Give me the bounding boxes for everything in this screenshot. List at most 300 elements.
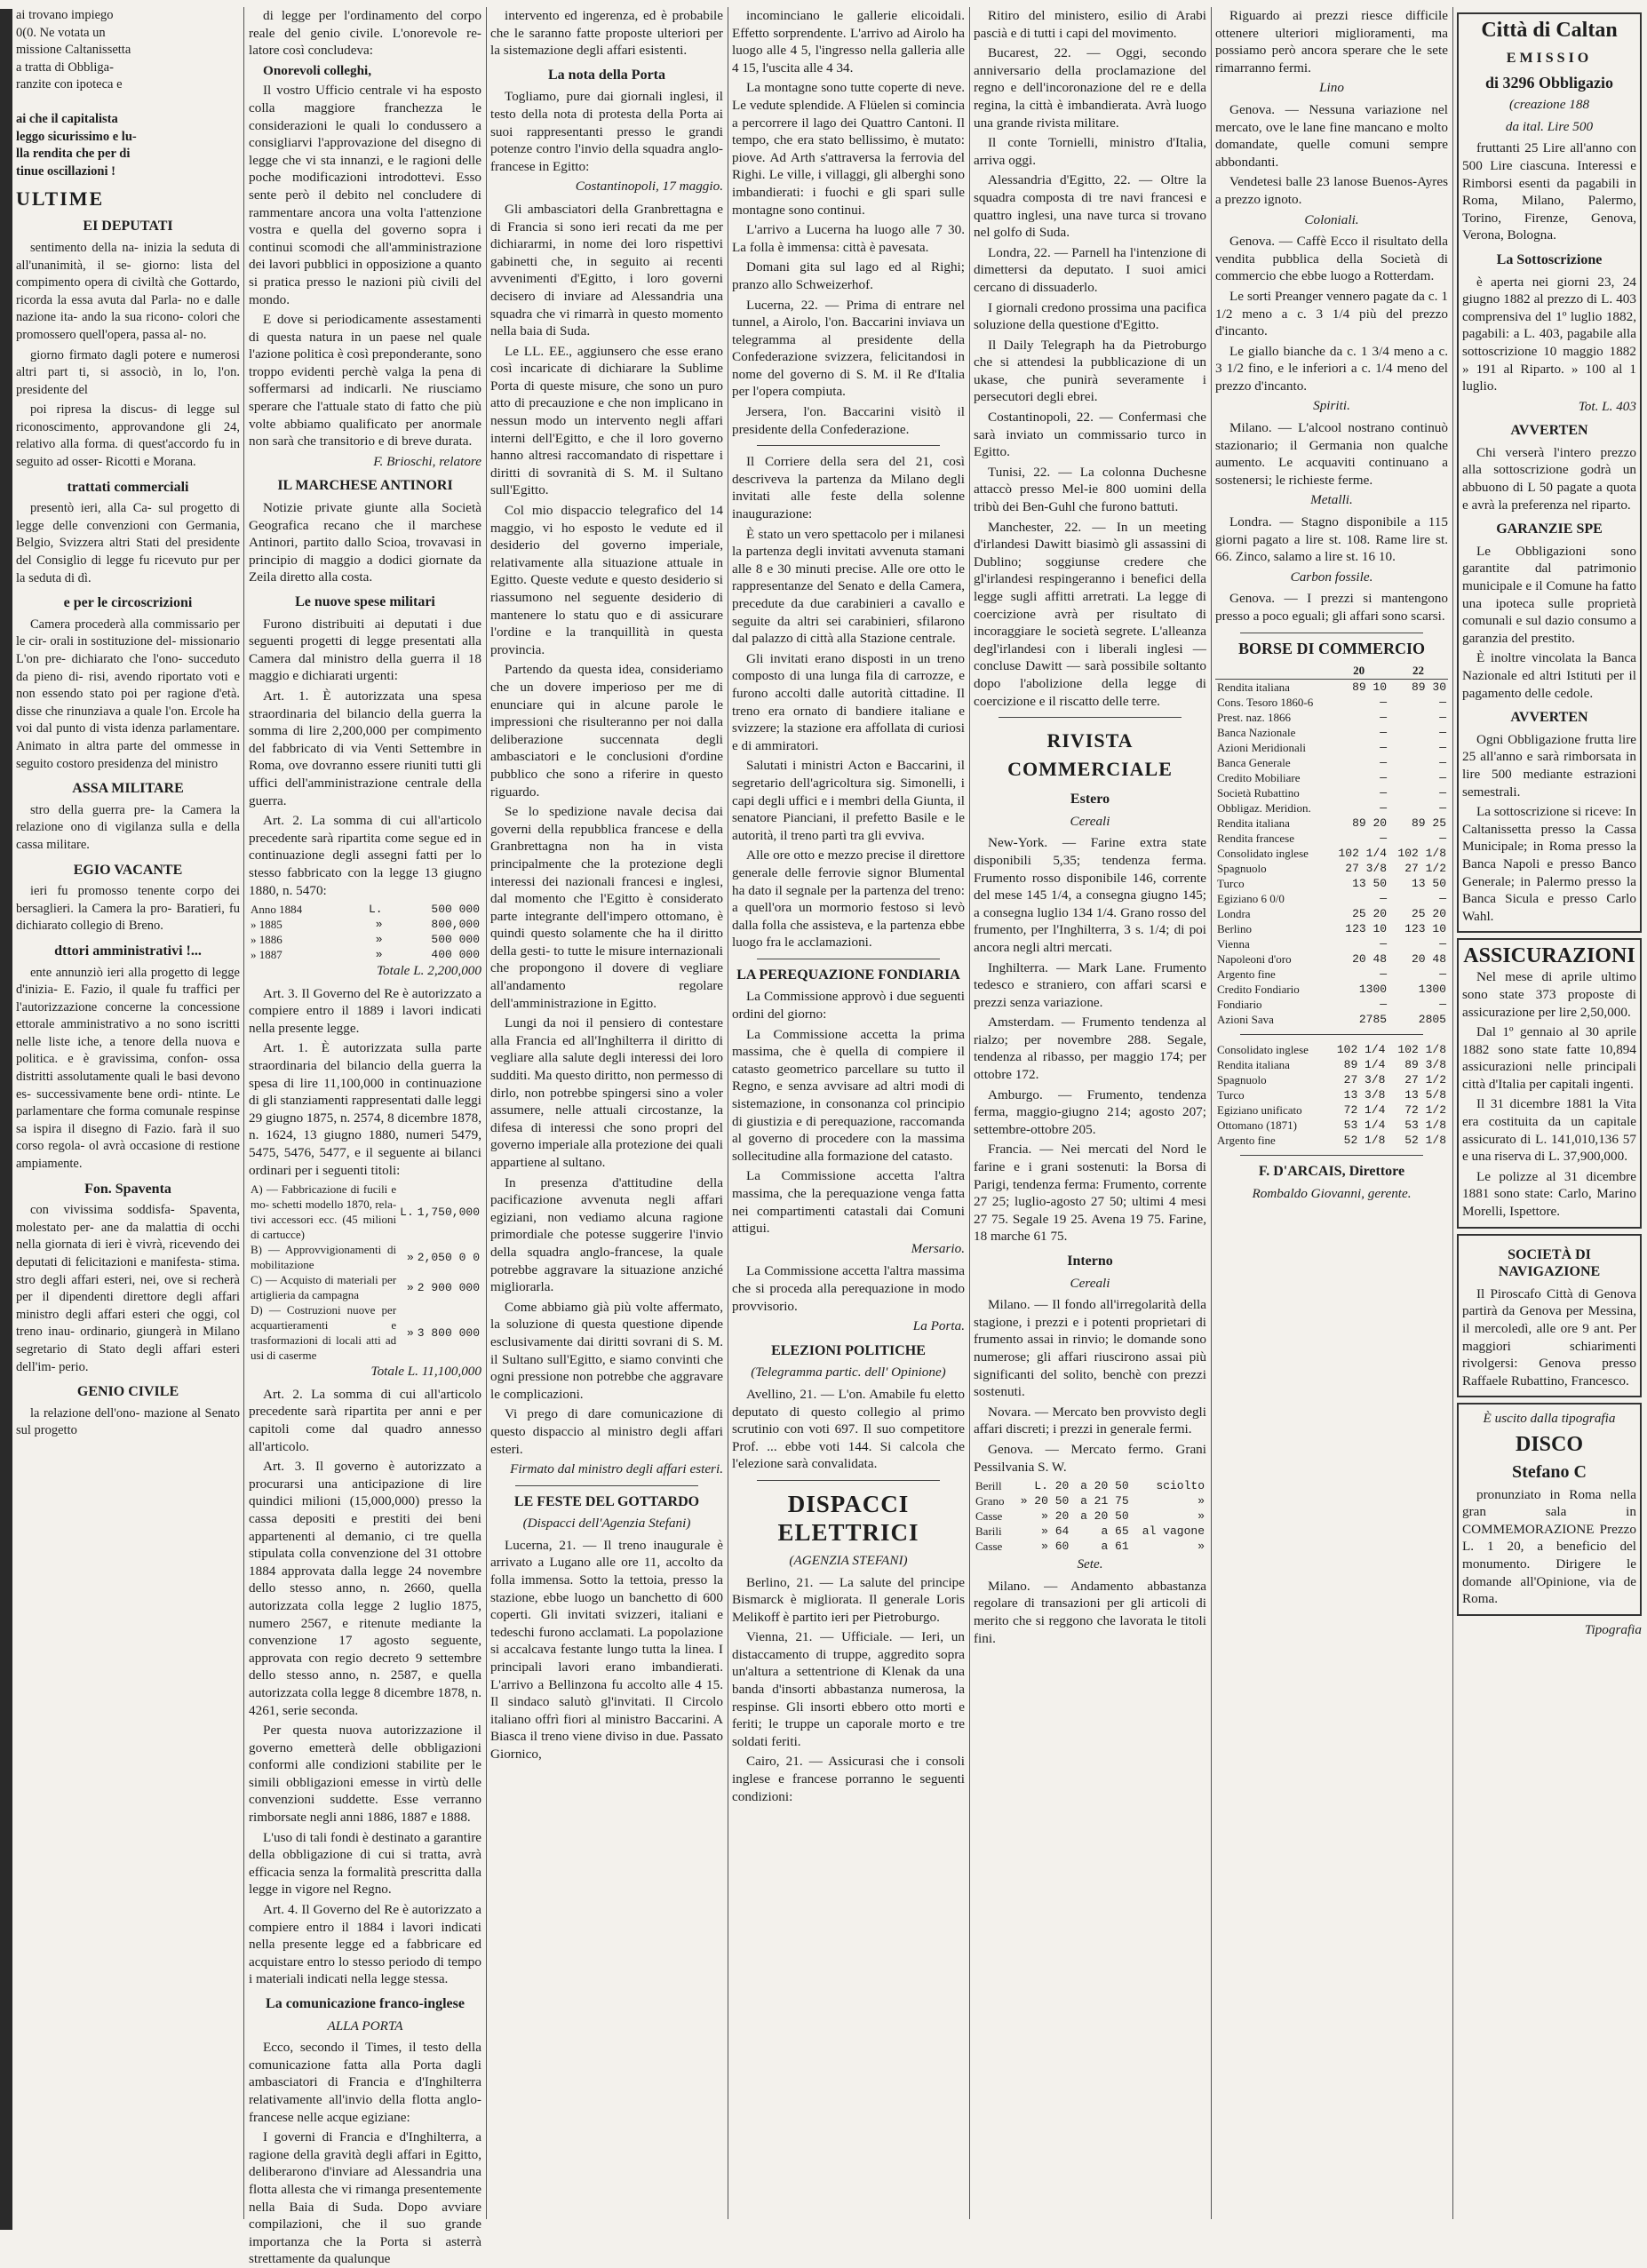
paragraph: di legge per l'ordinamento del corpo reale del genio civile. L'onorevole re- latore così concludeva: xyxy=(249,8,481,59)
paragraph: Art. 1. È autorizzata sulla parte straordinaria del bilancio della guerra la spesa di lire 11,100,000 in continuazione di gli stanziamenti rappresentati dalle leggi 29 giugno 1875, n. 2574, 8 dicembre 1878, n. 1624, 13 giugno 1880, numeri 5479, 5475, 5476, 5477, e il seguente ai bilanci ordinari per i seguenti titoli: xyxy=(249,1040,481,1178)
table-row xyxy=(1215,846,1448,861)
paragraph: Londra, 22. — Parnell ha l'intenzione di dimettersi da deputato. I suoi amici cercano di dissuaderlo. xyxy=(974,244,1206,295)
table-cell: » xyxy=(406,1250,414,1264)
paragraph: sentimento della na- inizia la seduta di all'unanimità, il se- giorno: lista del compimento opera di civiltà che Gottardo, ricorda la essa avuta dal Parla- no e dalle nazione ita- ando la sua ricono- colori che promossero quell'opera, passa al- no. xyxy=(16,240,240,342)
ad-subheading: GARANZIE SPE xyxy=(1496,521,1603,537)
table-cell: » xyxy=(1197,1494,1205,1508)
column-3 xyxy=(732,7,965,2219)
paragraph: Col mio dispaccio telegrafico del 14 maggio, vi ho esposto le vedute ed il desiderio del governo imperiale, relativamente alla situazione attuale in Egitto. Queste vedute e questo desiderio si riassumono nel seguente desiderio di mantenere lo statu quo e di assicurare l'ordine e la tranquillità in questa provincia. xyxy=(490,503,723,657)
ad-paragraph: Il 31 dicembre 1881 la Vita era costituita da un capitale assicurato di L. 141,010,136 57 e una riserva di L. 37,900,000. xyxy=(1462,1096,1636,1165)
paragraph: Novara. — Mercato ben provvisto degli affari discreti; i prezzi in generale fermi. xyxy=(974,1404,1206,1437)
table-cell: 13 3/8 xyxy=(1343,1088,1386,1102)
table-row xyxy=(1215,755,1448,770)
table-row xyxy=(1215,710,1448,725)
ad-title: SOCIETÀ DI NAVIGAZIONE xyxy=(1498,1246,1601,1280)
divider xyxy=(1240,1034,1423,1035)
paragraph: Le LL. EE., aggiunsero che esse erano così incaricate di dichiarare la Sublime Porta di queste misure, che sono un puro atto di precauzione e che non implicano in nessun modo un intervento negli affari interni dell'Egitto, e che il loro governo hanno altresi raccomandato di rispettare i diritti di sovranità di S. M. il Sultano sull'Egitto. xyxy=(490,343,723,498)
table-row xyxy=(1215,1087,1448,1102)
table-row xyxy=(249,917,481,932)
table-cell: — xyxy=(1439,998,1446,1012)
table-cell: Banca Generale xyxy=(1217,756,1291,770)
paragraph: Alessandria d'Egitto, 22. — Oltre la squadra composta di tre navi francesi e quattro inglesi, una nave turca si trovano nel golfo di Suda. xyxy=(974,172,1206,241)
table-cell: Prest. naz. 1866 xyxy=(1217,711,1292,725)
table-cell: a 20 50 xyxy=(1080,1479,1129,1493)
fragment-line xyxy=(16,94,240,111)
table-row xyxy=(249,1182,481,1242)
table-cell: Società Rubattino xyxy=(1217,786,1300,800)
ad-subheading: La Sottoscrizione xyxy=(1496,251,1603,267)
table-cell: 13 50 xyxy=(1411,877,1446,891)
table-row xyxy=(1215,921,1448,936)
paragraph: Togliamo, pure dai giornali inglesi, il testo della nota di protesta della Porta ai suoi rappresentanti presso le grandi potenze contro l'invio della squadra anglo-francese in Egitto: xyxy=(490,89,723,174)
binding-edge xyxy=(0,9,12,2230)
paragraph: Camera procederà alla commissario per le cir- orali in sostituzione del- missionario L'on pre- dichiarato che l'ono- succeduto da pieno di- risi, avendo riportato voti e non essendo stato poi per ragione d'età. disse che rinunziava a quale l'on. Ercole ha voi dal punto di vista idenza parlamentare. Animato in altra parte del ommesse in seguito costoro presidenza del ministro xyxy=(16,617,240,771)
article-subheading: ALLA PORTA xyxy=(327,2017,403,2033)
paragraph: Lucerna, 22. — Prima di entrare nel tunnel, a Airolo, l'on. Baccarini inviava un telegramma al presidente della Confederazione svizzera, felicitandosi in nome del governo di S. M. il Re d'Italia per l'opera compiuta. xyxy=(732,297,965,400)
paragraph: Furono distribuiti ai deputati i due seguenti progetti di legge presentati alla Camera dal ministro della guerra il 18 maggio e dichiarati urgenti: xyxy=(249,616,481,684)
ad-title: DISCO xyxy=(1515,1432,1584,1456)
article-subheading: (Dispacci dell'Agenzia Stefani) xyxy=(522,1516,691,1532)
ad-line: (creazione 188 xyxy=(1508,97,1590,113)
table-cell: — xyxy=(1380,967,1388,982)
paragraph: New-York. — Farine extra state disponibili 5,35; tendenza ferma. Frumento rosso disponibile 146, corrente del mese 145 1/4, a consegna giugno 145; a consegna luglio 134 1/4. Grano rosso del frumento, per l'Inghilterra, 3 s. 1/4; di poi ancora negli altri mercati. xyxy=(974,835,1206,955)
paragraph: Jersera, l'on. Baccarini visitò il presidente della Confederazione. xyxy=(732,404,965,437)
section-heading-dispacci: DISPACCI ELETTRICI xyxy=(777,1490,919,1546)
table-cell: al vagone xyxy=(1142,1524,1205,1539)
paragraph: I giornali credono prossima una pacifica soluzione della questione d'Egitto. xyxy=(974,299,1206,333)
table-cell: Rendita italiana xyxy=(1217,1058,1290,1072)
column-rule xyxy=(243,7,244,2219)
signature: F. Brioschi, relatore xyxy=(373,453,481,469)
table-cell: — xyxy=(1380,756,1388,770)
paragraph: ente annunziò ieri alla progetto di legge d'inizia- E. Fazio, il quale fu traffici per l'autorizzazione concerne la concessione ettorale amministrativo a no sono iscritti nelle liste iche, a tenore della nuova e politica. e è gravissima, confon- ossa distritti assolutamente quali le basi devono es- successivamente bene ordi- ntinte. Le parlamentare che forma comunale respinse sa ispira il disegno di Fazio. farà il suo corso regola- ol avrà occasione di restione ampiamente. xyxy=(16,965,240,1172)
paragraph: Art. 3. Il Governo del Re è autorizzato a compiere entro il 1889 i lavori indicati nella presente legge. xyxy=(249,985,481,1036)
table-cell: Casse xyxy=(975,1540,1003,1554)
subheading-interno: Interno xyxy=(1067,1253,1113,1269)
table-cell: 27 1/2 xyxy=(1404,862,1446,876)
paragraph: incominciano le gallerie elicoidali. Effetto sorprendente. L'arrivo ad Airolo ha luogo alle 4 5, l'ingresso nella galleria alle 4 15, l'uscita alle 4 34. xyxy=(732,8,965,76)
paragraph: giorno firmato dagli potere e numerosi altri part ti, si associò, in lo, l'on. presidente del xyxy=(16,347,240,397)
ad-paragraph: Le polizze al 31 dicembre 1881 sono state: Carlo, Marino Morelli, Ispettore. xyxy=(1462,1168,1636,1220)
table-cell: 52 1/8 xyxy=(1404,1134,1446,1148)
table-cell: 102 1/4 xyxy=(1338,847,1388,861)
ad-paragraph: Le Obbligazioni sono garantite dal patrimonio municipale e il Comune ha fatto una ipoteca sulle proprietà comunali e sul dazio consumo a garanzia del prestito. xyxy=(1462,543,1636,646)
ad-subheading: AVVERTEN xyxy=(1510,423,1588,439)
fragment-line: a tratta di Obbliga- xyxy=(16,60,114,75)
paragraph: La Commissione accetta la prima massima, che è quella di compiere il catasto geometrico parcellare su tutto il Regno, e senza avvisare ad altri modi di sistemazione, in consonanza col principio di giustizia e di perequazione, raccomanda al governo di procedere con la massima sollecitudine alla formazione del catasto. xyxy=(732,1026,965,1164)
paragraph: Costantinopoli, 22. — Confermasi che sarà inviato un commissario turco in Egitto. xyxy=(974,410,1206,460)
divider xyxy=(757,1480,940,1481)
table-cell: — xyxy=(1380,696,1388,710)
genova-price-table xyxy=(974,1478,1206,1554)
table-cell: — xyxy=(1439,801,1446,816)
ad-assicurazioni xyxy=(1457,938,1642,1228)
table-row xyxy=(974,1478,1206,1493)
subheading-trattati: trattati commerciali xyxy=(67,479,189,495)
paragraph: poi ripresa la discus- di legge sul riconoscimento, approvandone gli 24, relativo alla forma. di quest'accordo fu in seguito ad osser- Ricotti e Morana. xyxy=(16,402,240,470)
table-row xyxy=(1215,695,1448,710)
subheading-cereali: Cereali xyxy=(1070,1275,1110,1291)
table-header-row xyxy=(1215,662,1448,680)
paragraph: con vivissima soddisfa- Spaventa, molestato per- ane da malattia di occhi nella giornata di ieri è vivrà, ricevendo dei deputati di felicitazioni e manifesta- stima. stro degli affari esteri, nei, ove si recherà per il dipendenti direttore degli affari ministro degli affari esteri che oggi, col treno inau- ordinario, giungerà in Milano segretario di Stato degli affari esteri dell'im- perio. xyxy=(16,1203,240,1374)
table-cell: » 1885 xyxy=(251,918,282,932)
table-row xyxy=(1215,1102,1448,1118)
table-cell: Spagnuolo xyxy=(1217,1073,1267,1087)
table-cell: » xyxy=(375,918,383,932)
table-cell: » 1887 xyxy=(251,948,282,962)
table-row xyxy=(1215,770,1448,785)
paragraph: Le giallo bianche da c. 1 3/4 meno a c. 3 1/2 fino, e le inferiori a c. 1/4 meno del prezzo d'incanto. xyxy=(1215,343,1448,394)
table-row xyxy=(974,1539,1206,1554)
paragraph: Lungi da noi il pensiero di contestare alla Francia ed all'Inghilterra il diritto di vegliare alla salute degli interessi dei loro sudditi. Ma questo diritto, non permesso di dirlo, non potrebbe spingersi sino a voler assumere, nelle attuali circostanze, la difesa di interessi che sono propri del governo imperiale alla protezione dei quali appartiene al sultano. xyxy=(490,1015,723,1170)
paragraph: Art. 2. La somma di cui all'articolo precedente sarà ripartita come segue ed in continuazione degli assegni fatti per lo stesso fabbricato con la legge 13 giugno 1880, n. 5470: xyxy=(249,813,481,898)
paragraph: E dove si periodicamente assestamenti di questa natura in un paese nel quale l'azione politica è così preponderante, sono troppo evidenti perchè valga la pena di soffermarsi ad indicarli. Ne riusciamo sperare che l'attuale stato di fatto che più volte abbiamo qualificato per anormale non sarà che transitorio e di breve durata. xyxy=(249,312,481,450)
paragraph: Il Daily Telegraph ha da Pietroburgo che si attendesi la pubblicazione di un ukase, che punirà severamente i persecutori degli ebrei. xyxy=(974,337,1206,405)
subheading-sete: Sete. xyxy=(1077,1556,1103,1572)
table-cell: Vienna xyxy=(1217,937,1250,951)
ad-emission: EMISSIO xyxy=(1506,51,1593,66)
table-cell: — xyxy=(1380,937,1388,951)
table-cell: 400 000 xyxy=(431,948,480,962)
table-cell: Ottomano (1871) xyxy=(1217,1118,1297,1133)
budget-table-b xyxy=(249,1182,481,1363)
ad-disco xyxy=(1457,1403,1642,1615)
subheading-spiriti: Spiriti. xyxy=(1313,398,1350,414)
table-cell: 2785 xyxy=(1358,1013,1388,1027)
table-row xyxy=(249,932,481,947)
table-cell: Consolidato inglese xyxy=(1217,1043,1309,1057)
paragraph: Art. 4. Il Governo del Re è autorizzato a compiere entro il 1884 i lavori indicati nella presente legge ed a fabbricare ed acquistare entro lo stesso periodo di tempo i materiali indicati nella legge stessa. xyxy=(249,1902,481,1987)
paragraph: Milano. — Il fondo all'irregolarità della stagione, i prezzi e i potenti proprietari di frumento assai in rinvio; le domande sono numerose; gli affari riuscirono assai più significanti del solito, benchè con prezzi sostenuti. xyxy=(974,1297,1206,1400)
paragraph: Notizie private giunte alla Società Geografica recano che il marchese Antinori, partito dallo Scioa, trovavasi in principio di maggio a dodici giornate da Zeila diretto alla costa. xyxy=(249,500,481,585)
table-cell: a 65 xyxy=(1101,1524,1129,1539)
fragment-line: ai trovano impiego xyxy=(16,8,114,22)
paragraph: L'arrivo a Lucerna ha luogo alle 7 30. La folla è immensa: città è pavesata. xyxy=(732,222,965,255)
table-total: Totale L. 11,100,000 xyxy=(370,1364,481,1380)
table-cell: 89 20 xyxy=(1352,816,1388,831)
table-cell: — xyxy=(1380,998,1388,1012)
stock-exchange-table xyxy=(1215,662,1448,1027)
table-cell: Argento fine xyxy=(1217,967,1276,982)
paragraph: Francia. — Nei mercati del Nord le farine e i grani sostenuti: la Borsa di Parigi, tendenza ferma: Frumento, corrente 27 25; luglio-agosto 27 50; ultimi 4 mesi 27 75. Segale 19 25. Avena 19 75. Farine, 18 marche 61 75. xyxy=(974,1142,1206,1245)
table-cell: L. 20 xyxy=(1034,1479,1070,1493)
table-row xyxy=(1215,800,1448,816)
article-heading-feste: LE FESTE DEL GOTTARDO xyxy=(513,1493,700,1509)
paragraph: Per questa nuova autorizzazione il governo emetterà delle obbligazioni conformi alle condizioni stabilite per le simili obbligazioni emesse in virtù delle convenzioni suddette. Esse verranno rimborsate negli anni 1886, 1887 e 1888. xyxy=(249,1723,481,1826)
table-cell: L. xyxy=(368,903,383,917)
table-row xyxy=(249,1272,481,1302)
ad-paragraph: Ogni Obbligazione frutta lire 25 all'anno e sarà rimborsata in lire 500 mediante estrazioni semestrali. xyxy=(1462,731,1636,800)
paragraph: Art. 3. Il governo è autorizzato a procurarsi una anticipazione di lire quindici milioni (15,000,000) presso la cassa depositi e prestiti dei beni appartenenti al demanio, ci tre quella stipulata colla convenzione del 31 ottobre 1884 approvata dalla legge 24 novembre dello stesso anno, n. 2660, quella autorizzata colla legge 2 luglio 1875, numero 2567, e ritenute mediante la convenzione 17 agosto seguente, approvata con regio decreto 9 settembre dello stesso anno, n. 2587, e quella autorizzata colla legge 8 dicembre 1878, n. 4261, serie seconda. xyxy=(249,1459,481,1718)
table-cell: — xyxy=(1439,967,1446,982)
ad-line: È uscito dalla tipografia xyxy=(1483,1411,1616,1427)
table-cell: C) — Acquisto di materiali per artiglieria da campagna xyxy=(251,1273,397,1302)
table-row xyxy=(974,1524,1206,1539)
table-cell: 27 1/2 xyxy=(1404,1073,1446,1087)
column-5 xyxy=(1215,7,1448,2219)
column-2 xyxy=(490,7,723,2219)
paragraph: Se lo spedizione navale decisa dai governi della repubblica francese e della Granbrettagna non ha in vista principalmente che la protezione degli interessi dei nazionali francesi e inglesi, dal momento che l'Egitto è considerato parte integrante dell'impero ottomano, è quindi questo solamente che ha il diritto della gesti- to tutte le misure internazionali che propongono il dovere di vegliare all'andamento regolare dell'amministrazione in Egitto. xyxy=(490,804,723,1011)
subheading-metalli: Metalli. xyxy=(1310,492,1353,508)
table-cell: 13 50 xyxy=(1352,877,1388,891)
table-cell: » 20 xyxy=(1041,1509,1070,1524)
paragraph: Ritiro del ministero, esilio di Arabi pascià e di tutti i capi del movimento. xyxy=(974,8,1206,41)
budget-table-a xyxy=(249,902,481,962)
table-cell: 2 900 000 xyxy=(417,1280,480,1294)
table-cell: — xyxy=(1439,937,1446,951)
table-cell: Credito Mobiliare xyxy=(1217,771,1301,785)
table-cell: — xyxy=(1380,786,1388,800)
paragraph: Onorevoli colleghi, xyxy=(263,62,372,78)
table-cell: 89 3/8 xyxy=(1404,1058,1446,1072)
table-row xyxy=(249,1242,481,1272)
paragraph: Milano. — L'alcool nostrano continuò stazionario; il Germania non qualche aumento. Le acquaviti continuano a sostenersi; le richieste ferme. xyxy=(1215,420,1448,488)
paragraph: Avellino, 21. — L'on. Amabile fu eletto deputato di questo collegio al primo scrutinio con voti 697. Il suo competitore Prof. ... ebbe voti 144. Si calcola che l'elezione sarà convalidata. xyxy=(732,1386,965,1472)
column-rule xyxy=(1211,7,1212,2219)
table-header-cell: 20 xyxy=(1329,662,1388,680)
table-cell: a 20 50 xyxy=(1080,1509,1129,1524)
table-row xyxy=(1215,816,1448,831)
table-cell: » 60 xyxy=(1041,1540,1070,1554)
ad-navigazione xyxy=(1457,1234,1642,1398)
ad-paragraph: È inoltre vincolata la Banca Nazionale ed altri Istituti per il pagamento delle cedole. xyxy=(1462,650,1636,701)
table-cell: Fondiario xyxy=(1217,998,1262,1012)
table-row xyxy=(1215,785,1448,800)
divider xyxy=(999,717,1182,718)
fragment-line: leggo sicurissimo e lu- xyxy=(16,129,137,144)
paragraph: Il conte Tornielli, ministro d'Italia, arriva oggi. xyxy=(974,135,1206,168)
table-row xyxy=(1215,861,1448,876)
table-cell: Spagnuolo xyxy=(1217,862,1267,876)
table-cell: 123 10 xyxy=(1404,922,1446,936)
table-cell: — xyxy=(1439,696,1446,710)
subheading-estero: Estero xyxy=(1070,792,1110,808)
table-cell: Cons. Tesoro 1860-6 xyxy=(1217,696,1314,710)
paragraph: intervento ed ingerenza, ed è probabile che le saranno fatte proposte ulteriori per la sistemazione degli affari esistenti. xyxy=(490,8,723,59)
table-cell: Rendita italiana xyxy=(1217,680,1290,695)
subheading-amministrativi: dttori amministrativi !... xyxy=(54,943,202,959)
paragraph: La Commissione accetta l'altra massima, che la perequazione venga fatta nei compartimenti catastali dai Comuni attigui. xyxy=(732,1168,965,1237)
ad-paragraph: pronunziato in Roma nella gran sala in COMMEMORAZIONE Prezzo L. 1 20, a beneficio del monumento. Dirigere le domande all'Opinione, via de Roma. xyxy=(1462,1486,1636,1607)
ad-title: Città di Caltan xyxy=(1481,19,1618,42)
paragraph: La Commissione approvò i due seguenti ordini del giorno: xyxy=(732,989,965,1023)
fragment-line: tinue oscillazioni ! xyxy=(16,163,115,179)
table-cell: A) — Fabbricazione di fucili e mo- schetti modello 1870, rela- tivi accessori ecc. (45 milioni di cartucce) xyxy=(251,1182,397,1242)
table-cell: 102 1/4 xyxy=(1336,1043,1386,1057)
table-cell: — xyxy=(1380,741,1388,755)
subheading-militare: ASSA MILITARE xyxy=(72,781,184,797)
table-cell: Casse xyxy=(975,1509,1003,1524)
table-row xyxy=(1215,906,1448,921)
paragraph: Vi prego di dare comunicazione di questo dispaccio al ministro degli affari esteri. xyxy=(490,1406,723,1457)
fragment-line: missione Caltanissetta xyxy=(16,43,131,58)
table-cell: 89 10 xyxy=(1352,680,1388,695)
column-top-fragment xyxy=(16,7,240,180)
table-cell: L. xyxy=(400,1205,414,1219)
section-subheading: (AGENZIA STEFANI) xyxy=(789,1552,908,1568)
section-heading-ultime: ULTIME xyxy=(16,187,105,211)
article-heading-antinori: IL MARCHESE ANTINORI xyxy=(277,478,453,494)
paragraph: Ecco, secondo il Times, il testo della comunicazione fatta alla Porta dagli ambasciatori di Francia e d'Inghilterra relativamente all'invio della flotta anglo-francese nelle acque egiziane: xyxy=(249,2040,481,2125)
paragraph: ieri fu promosso tenente corpo dei bersaglieri. la Camera la pro- Baratieri, fu dichiarato collegio di Breno. xyxy=(16,884,240,934)
paragraph: Inghilterra. — Mark Lane. Frumento tedesco e straniero, con affari scarsi e prezzi senza variazione. xyxy=(974,959,1206,1010)
table-row xyxy=(1215,1072,1448,1087)
table-cell: — xyxy=(1380,801,1388,816)
table-cell: Berill xyxy=(975,1479,1002,1493)
table-cell: Napoleoni d'oro xyxy=(1217,952,1292,967)
paragraph: Londra. — Stagno disponibile a 115 giorni pagato a lire st. 108. Rame lire st. 66. Zinco, salamo a lire st. 16 10. xyxy=(1215,514,1448,565)
ad-title: ASSICURAZIONI xyxy=(1463,944,1635,968)
table-row xyxy=(1215,951,1448,967)
paragraph: Genova. — Nessuna variazione nel mercato, ove le lane fine mancano e molto domandate, quelle comuni sempre abbondanti. xyxy=(1215,101,1448,170)
paragraph: Riguardo ai prezzi riesce difficile ottenere ulteriori miglioramenti, ma possiamo però ancora sperare che le sete rimarranno fermi. xyxy=(1215,8,1448,76)
paragraph: Il Corriere della sera del 21, così descriveva la partenza da Milano degli invitati alle feste della solenne inaugurazione: xyxy=(732,454,965,522)
paragraph: Vendetesi balle 23 lanose Buenos-Ayres a prezzo ignoto. xyxy=(1215,174,1448,207)
table-row xyxy=(1215,891,1448,906)
table-row xyxy=(1215,982,1448,997)
table-cell: — xyxy=(1439,726,1446,740)
table-row xyxy=(1215,997,1448,1012)
table-row xyxy=(1215,831,1448,846)
paragraph: Amsterdam. — Frumento tendenza al rialzo; per novembre 288. Segale, tendenza al ribasso, per maggio 174; per ottobre 172. xyxy=(974,1015,1206,1083)
dateline: Costantinopoli, 17 maggio. xyxy=(575,179,723,195)
table-cell: 1,750,000 xyxy=(417,1205,480,1219)
table-cell: Londra xyxy=(1217,907,1251,921)
paragraph: Genova. — I prezzi si mantengono presso a poco eguali; gli affari sono scarsi. xyxy=(1215,591,1448,624)
column-rule xyxy=(969,7,970,2219)
paragraph: Genova. — Mercato fermo. Grani Pessilvania S. W. xyxy=(974,1441,1206,1475)
column-1 xyxy=(249,7,481,2267)
table-cell: — xyxy=(1439,832,1446,846)
table-cell: Egiziano unificato xyxy=(1217,1103,1302,1118)
section-heading-borse: BORSE DI COMMERCIO xyxy=(1237,639,1425,657)
table-row xyxy=(1215,1042,1448,1057)
table-cell: 2,050 0 0 xyxy=(417,1250,480,1264)
column-left-cropped xyxy=(16,7,240,2219)
table-cell: » xyxy=(406,1325,414,1340)
table-header-cell xyxy=(1215,662,1329,680)
column-4 xyxy=(974,7,1206,2219)
paragraph: Partendo da questa idea, consideriamo che un dovere imperioso per me di enunciare qui in alcune parole le impressioni che risulteranno per noi dalla deliberazione succennata degli ambasciatori e le conclusioni d'ordine pubblico che sono a riferire in questo riguardo. xyxy=(490,662,723,800)
table-cell: 500 000 xyxy=(431,933,480,947)
subheading-deputati: EI DEPUTATI xyxy=(83,219,173,235)
ad-paragraph: è aperta nei giorni 23, 24 giugno 1882 al prezzo di L. 403 comprensiva del 1º luglio 1882, pagabili: a L. 403, pagabile alla sottoscrizione 10 maggio 1882 » 191 al Riparto. » 100 al 1 luglio. xyxy=(1462,274,1636,394)
paragraph: La montagne sono tutte coperte di neve. Le vedute splendide. A Flüelen si comincia a percorrere il lago dei Quattro Cantoni. Il tempo, che era stato bellissimo, è mutato: piove. Ad Arth s'attraversa la ferrovia del Righi. Le ville, i villaggi, gli alberghi sono imbandierati: i fuochi e gli spari sulle montagne sono continui. xyxy=(732,80,965,218)
table-cell: — xyxy=(1439,756,1446,770)
table-cell: 500 000 xyxy=(431,903,480,917)
ad-paragraph: Chi verserà l'intero prezzo alla sottoscrizione godrà un abbuono di L 50 pagate a quota e avrà la preferenza nel riparto. xyxy=(1462,444,1636,513)
ad-paragraph: Il Piroscafo Città di Genova partirà da Genova per Messina, il mercoledì, alle ore 9 ant. Per maggiori schiarimenti rivolgersi: Genova presso Raffaele Rubattino, Francesco. xyxy=(1462,1285,1636,1389)
table-cell: 102 1/8 xyxy=(1397,847,1446,861)
table-row xyxy=(1215,1118,1448,1133)
ad-line: di 3296 Obbligazio xyxy=(1484,73,1614,92)
table-cell: 89 1/4 xyxy=(1343,1058,1386,1072)
table-cell: — xyxy=(1439,771,1446,785)
table-cell: » xyxy=(406,1280,414,1294)
fragment-line: 0(0. Ne votata un xyxy=(16,25,106,40)
table-row xyxy=(974,1493,1206,1508)
divider xyxy=(515,1485,698,1486)
paragraph: la relazione dell'ono- mazione al Senato sul progetto xyxy=(16,1405,240,1438)
subheading-circoscrizioni: e per le circoscrizioni xyxy=(63,595,193,611)
paragraph: Milano. — Andamento abbastanza regolare di transazioni per gli articoli di merito che si reggono che lavorata le titoli fini. xyxy=(974,1578,1206,1646)
paragraph: Gli invitati erano disposti in un treno composto di una lunga fila di carrozze, e furono accolti dalle autorità cittadine. Il treno era ornato di bandiere italiane e svizzere; la stazione era affollata di curiosi e di ammiratori. xyxy=(732,650,965,753)
table-cell: Azioni Meridionali xyxy=(1217,741,1307,755)
paragraph: Art. 2. La somma di cui all'articolo precedente sarà ripartita per anni e per capitoli come dal quadro annesso all'articolo. xyxy=(249,1386,481,1454)
paragraph: La Commissione accetta l'altra massima che si proceda alla perequazione in modo provvisorio. xyxy=(732,1263,965,1314)
table-cell: » xyxy=(375,948,383,962)
table-row xyxy=(1215,1012,1448,1027)
table-cell: — xyxy=(1439,892,1446,906)
table-row xyxy=(1215,876,1448,891)
ad-caltanissetta xyxy=(1457,12,1642,933)
paragraph: Gli ambasciatori della Granbrettagna e di Francia si sono ieri recati da me per dichiararmi, in nome dei loro rispettivi gabinetti che, in seguito ai recenti avvenimenti d'Egitto, i loro governi decisero di inviare ad Alessandria una squadra che vi rimarrà in questo momento nella baia di Suda. xyxy=(490,201,723,339)
paragraph: Amburgo. — Frumento, tendenza ferma, maggio-giugno 214; agosto 207; settembre-ottobre 205. xyxy=(974,1086,1206,1137)
subheading-lino: Lino xyxy=(1319,80,1344,96)
table-cell: Turco xyxy=(1217,1088,1245,1102)
table-cell: 102 1/8 xyxy=(1397,1043,1446,1057)
ad-line: da ital. Lire 500 xyxy=(1505,118,1594,134)
paragraph: È stato un vero spettacolo per i milanesi la partenza degli invitati avvenuta stamani alle 8 e 30 minuti precise. Alle ore otto le rappresentanze del Senato e della Camera, precedute da due carabinieri a cavallo e seguite da altri sei carabinieri, sfilarono dal palazzo di città alla Stazione centrale. xyxy=(732,526,965,647)
paragraph: Il vostro Ufficio centrale vi ha esposto colla maggiore franchezza le considerazioni le quali lo condussero a consigliarvi l'approvazione del disegno di legge che vi sta innanzi, e le ragioni delle poche modificazioni introdottevi. Esso sente però il debito nel concludere di rammentare ancora una volta l'attenzione vostra e quella del governo sopra i continui scomodi che all'amministrazione dei lavori pubblici in opposizione a quanto si pratica presso le nazioni più civili del mondo. xyxy=(249,83,481,307)
table-cell: 52 1/8 xyxy=(1343,1134,1386,1148)
table-cell: Rendita francese xyxy=(1217,832,1294,846)
column-rule xyxy=(1452,7,1453,2219)
paragraph: Cairo, 21. — Assicurasi che i consoli inglese e francese porranno le seguenti condizioni: xyxy=(732,1754,965,1804)
subheading-coloniali: Coloniali. xyxy=(1304,211,1359,227)
table-cell: Barili xyxy=(975,1524,1002,1539)
table-total: Totale L. 2,200,000 xyxy=(376,963,481,979)
table-cell: Turco xyxy=(1217,877,1245,891)
footer-tipografia: Tipografia xyxy=(1584,1621,1642,1637)
subheading-cereali: Cereali xyxy=(1070,813,1110,829)
paragraph: Tunisi, 22. — La colonna Duchesne attaccò presso Mel-ie 800 uomini della tribù dei Ben-Guhl che furono battuti. xyxy=(974,464,1206,515)
table-row xyxy=(1215,740,1448,755)
paragraph: In presenza d'attitudine della pacificazione avvenuta negli affari egiziani, non vediamo alcuna ragione primordiale che potesse suggerire l'invio della squadra anglo-francese, la quale potrebbe aggravare la situazione anziché migliorarla. xyxy=(490,1174,723,1295)
table-cell: 89 30 xyxy=(1411,680,1446,695)
ad-total: Tot. L. 403 xyxy=(1578,398,1636,414)
table-cell: 53 1/8 xyxy=(1404,1118,1446,1133)
ad-subheading: AVVERTEN xyxy=(1510,710,1588,726)
table-cell: 2805 xyxy=(1418,1013,1446,1027)
paragraph: Art. 1. È autorizzata una spesa straordinaria del bilancio della guerra la somma di lire 2,200,000 per compimento del fabbricato di via Venti Settembre in Roma, ove dovranno essere riuniti tutti gli uffici dell'amministrazione centrale della guerra. xyxy=(249,688,481,808)
table-cell: Credito Fondiario xyxy=(1217,983,1300,997)
paragraph: Berlino, 21. — La salute del principe Bismarck è migliorata. Il generale Loris Melikoff è partito ieri per Pietroburgo. xyxy=(732,1574,965,1625)
table-cell: Obbligaz. Meridion. xyxy=(1217,801,1311,816)
table-cell: — xyxy=(1380,726,1388,740)
column-rule xyxy=(486,7,487,2219)
table-cell: Argento fine xyxy=(1217,1134,1276,1148)
paragraph: Lucerna, 21. — Il treno inaugurale è arrivato a Lugano alle ore 11, accolto da folla immensa. Sotto la tettoia, presso la stazione, ebbe luogo un banchetto di 600 coperti. Gli invitati svizzeri, italiani e tedeschi furono acclamati. La popolazione si accalcava festante lungo tutta la linea. I principali lavori erano imbandierati. L'arrivo a Bellinzona fu accolto alle 4 15. Il sindaco salutò gl'invitati. Il Circolo italiano offrì fiori al ministro Baccarini. A Biasca il treno viene diviso in due. Passato Giornico, xyxy=(490,1537,723,1762)
paragraph: Salutati i ministri Acton e Baccarini, il segretario dell'agricoltura sig. Simonelli, i capi degli uffici e i membri della Giunta, il senatore Pianciani, il prefetto Basile e le autorità, il treno partì tra gli evviva. xyxy=(732,758,965,843)
divider xyxy=(1240,1155,1423,1156)
table-cell: Rendita italiana xyxy=(1217,816,1290,831)
paragraph: Bucarest, 22. — Oggi, secondo anniversario della proclamazione del regno e dell'incoronazione del re e della regina, la città è imbandierata. Avrà luogo una grande rivista militare. xyxy=(974,45,1206,131)
table-cell: Consolidato inglese xyxy=(1217,847,1309,861)
table-cell: 1300 xyxy=(1418,983,1446,997)
table-cell: — xyxy=(1380,892,1388,906)
table-cell: 123 10 xyxy=(1345,922,1388,936)
table-cell: 25 20 xyxy=(1411,907,1446,921)
table-cell: 800,000 xyxy=(431,918,480,932)
fragment-line: lla rendita che per di xyxy=(16,147,131,162)
fragment-line: ai che il capitalista xyxy=(16,111,118,126)
signature: Firmato dal ministro degli affari esteri. xyxy=(510,1461,723,1477)
table-cell: 89 25 xyxy=(1411,816,1446,831)
paragraph: Vienna, 21. — Ufficiale. — Ieri, un distaccamento di truppe, aggredito sopra un'altura a settentrione di Klenak da una banda d'insorti abbastanza numerosa, la respinse. Gli insorti ebbero otto morti e feriti; le truppe un caporale morto e tre soldati feriti. xyxy=(732,1629,965,1749)
signature: La Porta. xyxy=(912,1318,965,1334)
paragraph: Genova. — Caffè Ecco il risultato della vendita pubblica della Società di commercio che ebbe luogo a Rotterdam. xyxy=(1215,234,1448,284)
